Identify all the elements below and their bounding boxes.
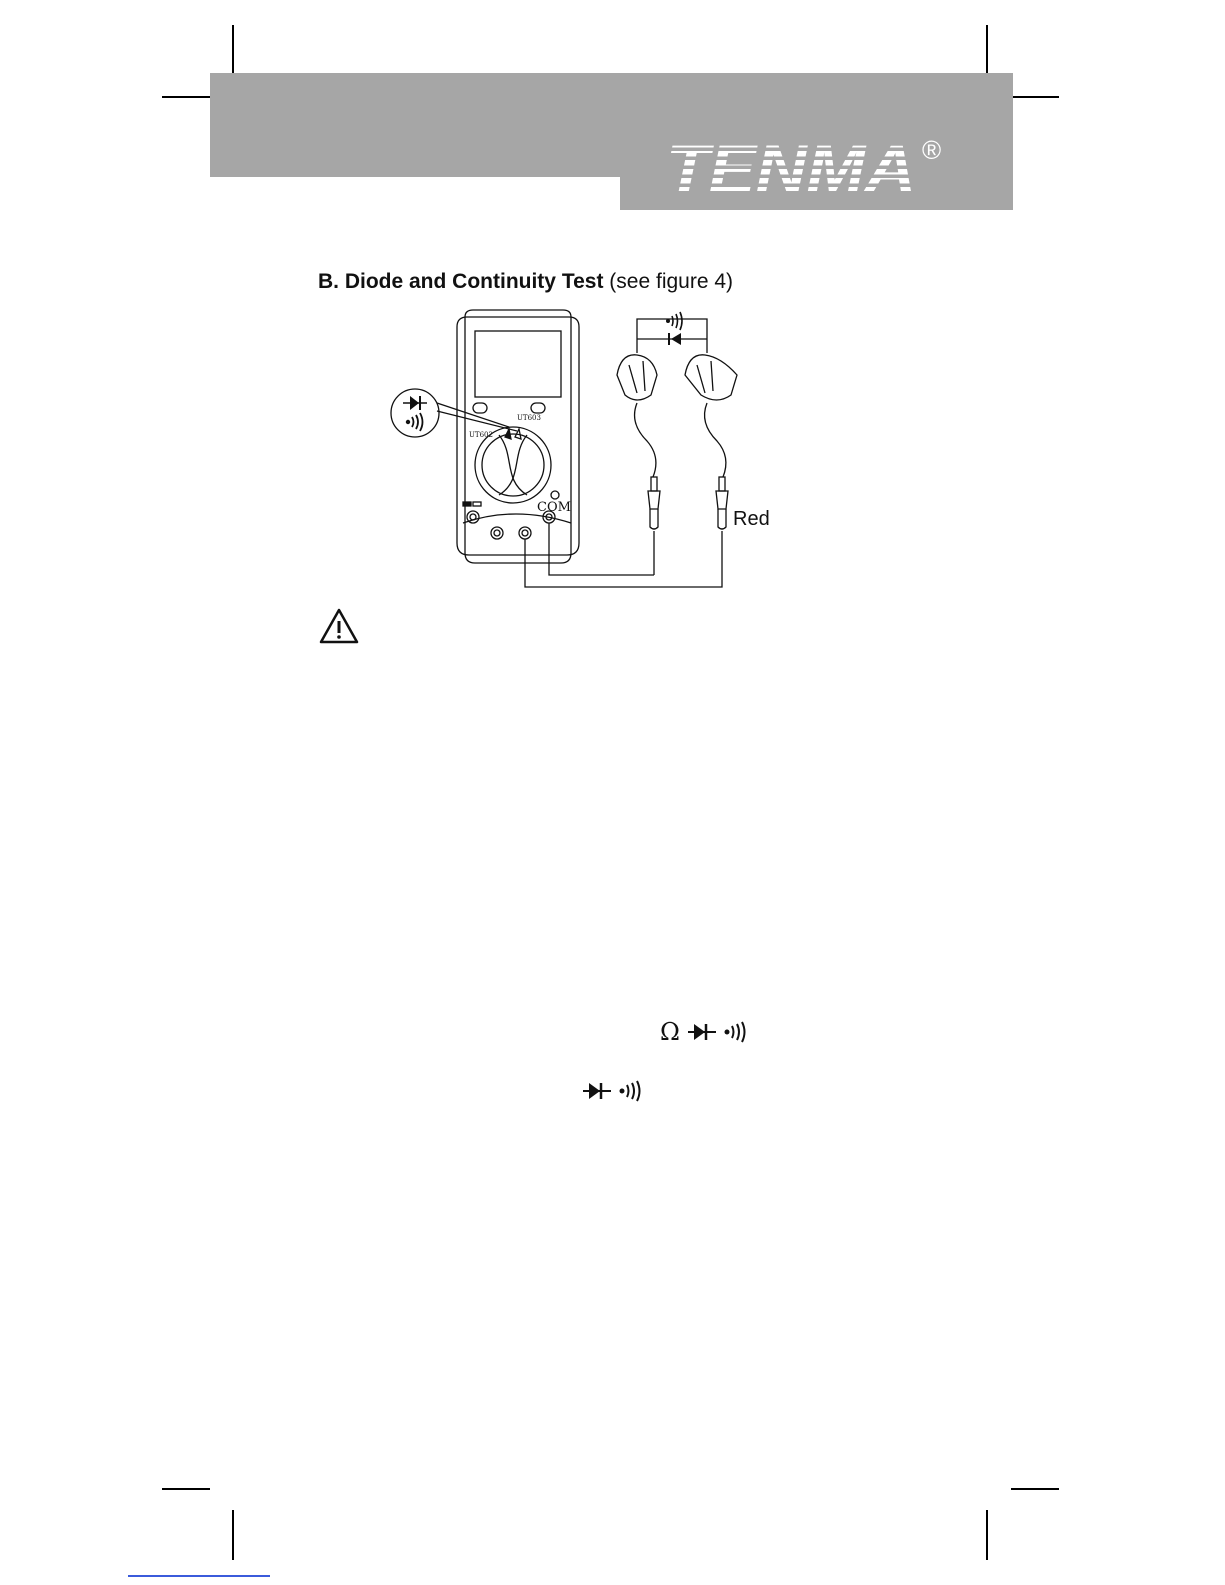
probe-red-label: Red	[733, 508, 770, 530]
crop-mark-top-right	[986, 25, 988, 75]
crop-mark-right-bottom	[1011, 1488, 1059, 1490]
probe-red	[685, 355, 770, 583]
crop-mark-bottom-left	[232, 1510, 234, 1560]
brand-logo	[664, 133, 964, 203]
terminal-v-ohm	[519, 527, 531, 539]
terminal-a	[491, 527, 503, 539]
figure-4-diode-test-illustration	[385, 305, 795, 605]
diode-icon	[583, 1081, 611, 1101]
terminal-left	[467, 511, 479, 523]
registered-mark: ®	[922, 135, 942, 165]
model-label-upper: UT603	[517, 414, 541, 422]
meter-button-left	[473, 403, 487, 413]
continuity-beeper-icon	[406, 413, 423, 431]
warning-triangle-icon	[318, 607, 360, 645]
diode-icon	[688, 1022, 716, 1042]
com-terminal-label: COM	[537, 500, 571, 515]
component-under-test	[637, 312, 707, 353]
meter-button-right	[531, 403, 545, 413]
symbol-row-ohm-diode-continuity	[660, 1020, 748, 1044]
continuity-beeper-icon	[724, 1021, 748, 1043]
crop-mark-right-top	[1011, 96, 1059, 98]
section-heading-bold: B. Diode and Continuity Test	[318, 270, 604, 293]
continuity-beeper-icon	[619, 1080, 643, 1102]
lead-com	[549, 523, 654, 575]
crop-mark-left-bottom	[162, 1488, 210, 1490]
crop-mark-left-top	[162, 96, 210, 98]
meter-display	[475, 331, 561, 397]
probe-black	[617, 355, 660, 575]
model-label-lower: UT602	[469, 431, 493, 439]
brand-logo-text: TENMA	[666, 133, 916, 203]
footer-link-underline[interactable]	[128, 1575, 270, 1577]
multimeter	[457, 310, 579, 563]
symbol-row-diode-continuity	[583, 1080, 643, 1102]
crop-mark-bottom-right	[986, 1510, 988, 1560]
section-heading	[318, 270, 733, 294]
crop-mark-top-left	[232, 25, 234, 75]
ohm-symbol: Ω	[660, 1018, 680, 1046]
diode-icon	[403, 396, 427, 410]
section-heading-reference: (see figure 4)	[609, 270, 734, 293]
